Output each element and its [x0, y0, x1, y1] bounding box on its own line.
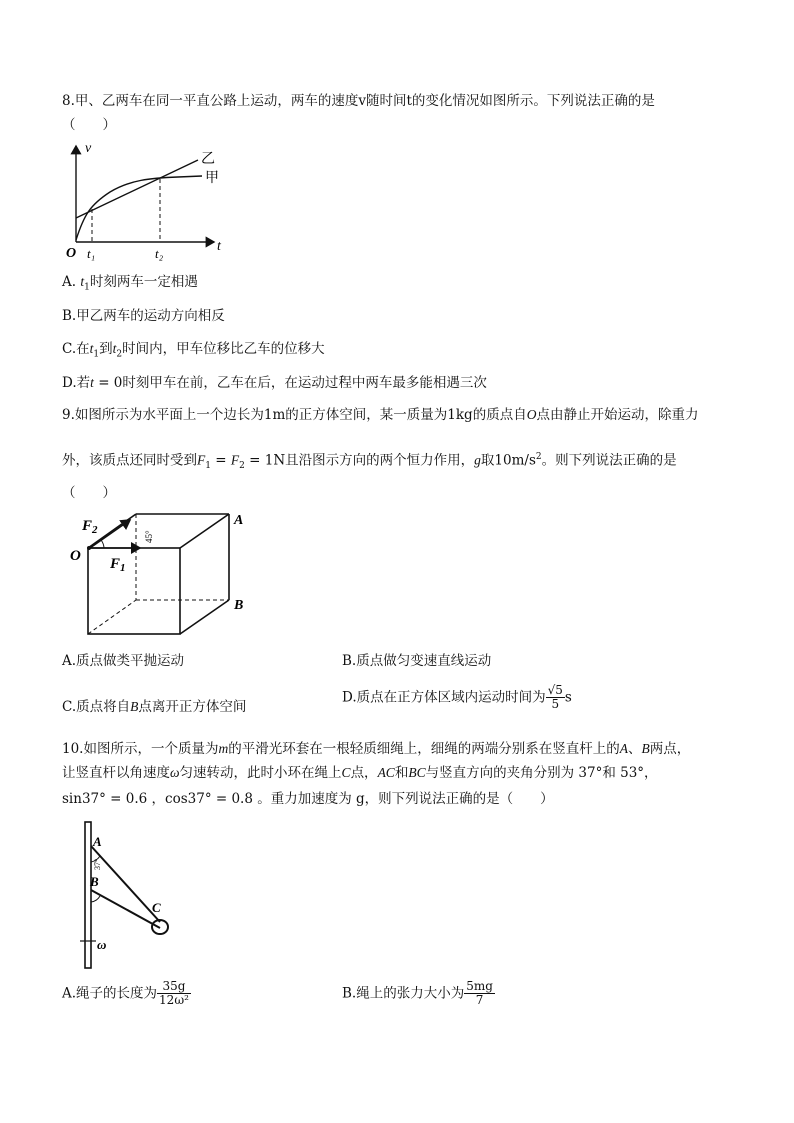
q9-b-label: B: [234, 598, 244, 613]
q8-jia-label: 甲: [205, 171, 219, 186]
q10-rope-ac: [91, 846, 160, 922]
q8-origin-label: O: [66, 246, 77, 261]
q10-stem-line3: sin37° = 0.6 ，cos37° = 0.8 。重力加速度为 g，则下列说法正确的是（ ）: [62, 791, 554, 807]
q8-v-label: v: [85, 141, 92, 156]
q9-option-c: C.质点将自B点离开正方体空间: [62, 699, 247, 715]
q8-option-d: D.若t = 0时刻甲车在前，乙车在后，在运动过程中两车最多能相遇三次: [62, 375, 487, 391]
q9-o-label: O: [70, 548, 81, 564]
q9-option-a: A.质点做类平抛运动: [62, 653, 185, 669]
q10-b-label: B: [90, 874, 99, 889]
q9-option-b: B.质点做匀变速直线运动: [342, 653, 492, 669]
q9-f2-label: $F_2$: [82, 518, 98, 536]
q10-option-a: A.绳子的长度为 $\frac{35g}{\text{12ω²}}$: [62, 979, 189, 1007]
q8-option-b: B.甲乙两车的运动方向相反: [62, 308, 225, 324]
q8-t1-label: t₁: [87, 246, 96, 261]
q10-stem-line2: 让竖直杆以角速度ω匀速转动，此时小环在绳上C点，AC和BC与竖直方向的夹角分别为 37°和 53°，: [62, 765, 658, 781]
q9-stem-line2: 外，该质点还同时受到$F_1 = F_2 = 1N$且沿图示方向的两个恒力作用，g取$10m/s^2$。则下列说法正确的是: [62, 452, 677, 472]
q10-angle-label: 37°: [93, 858, 102, 870]
q8-t-label: t: [217, 239, 221, 254]
q8-stem: 8.甲、乙两车在同一平直公路上运动，两车的速度v随时间t的变化情况如图所示。下列说法正确的是: [62, 93, 655, 109]
q9-f1-label: $F_1$: [110, 556, 126, 574]
q10-omega-label: ω: [97, 937, 107, 952]
q10-c-label: C: [152, 900, 161, 915]
q10-stem-line1: 10.如图所示，一个质量为m的平滑光环套在一根轻质细绳上，细绳的两端分别系在竖直杆上的A、B两点，: [62, 741, 691, 757]
q8-option-a: A. $t_1$时刻两车一定相遇: [62, 274, 198, 293]
q9-angle-label: 45°: [144, 530, 154, 543]
q8-option-c: C.在$t_1$到$t_2$时间内，甲车位移比乙车的位移大: [62, 341, 325, 360]
q10-option-b: B.绳上的张力大小为 $\frac{5mg}{7}$: [342, 979, 493, 1007]
q9-answer-paren: （ ）: [62, 485, 116, 501]
q8-answer-paren: （ ）: [62, 117, 116, 133]
q8-t2-label: t₂: [155, 246, 164, 261]
q10-rod: [85, 822, 91, 968]
q8-yi-label: 乙: [201, 152, 215, 167]
q10-a-label: A: [93, 834, 102, 849]
q9-stem-line1: 9.如图所示为水平面上一个边长为1m的正方体空间，某一质量为1kg的质点自O点由静止开始运动，除重力: [62, 407, 699, 423]
q9-a-label: A: [234, 513, 244, 528]
q10-rope-bc: [91, 890, 160, 928]
q9-option-d: D.质点在正方体区域内运动时间为 $\frac{√5}{5}$ s: [342, 683, 572, 711]
